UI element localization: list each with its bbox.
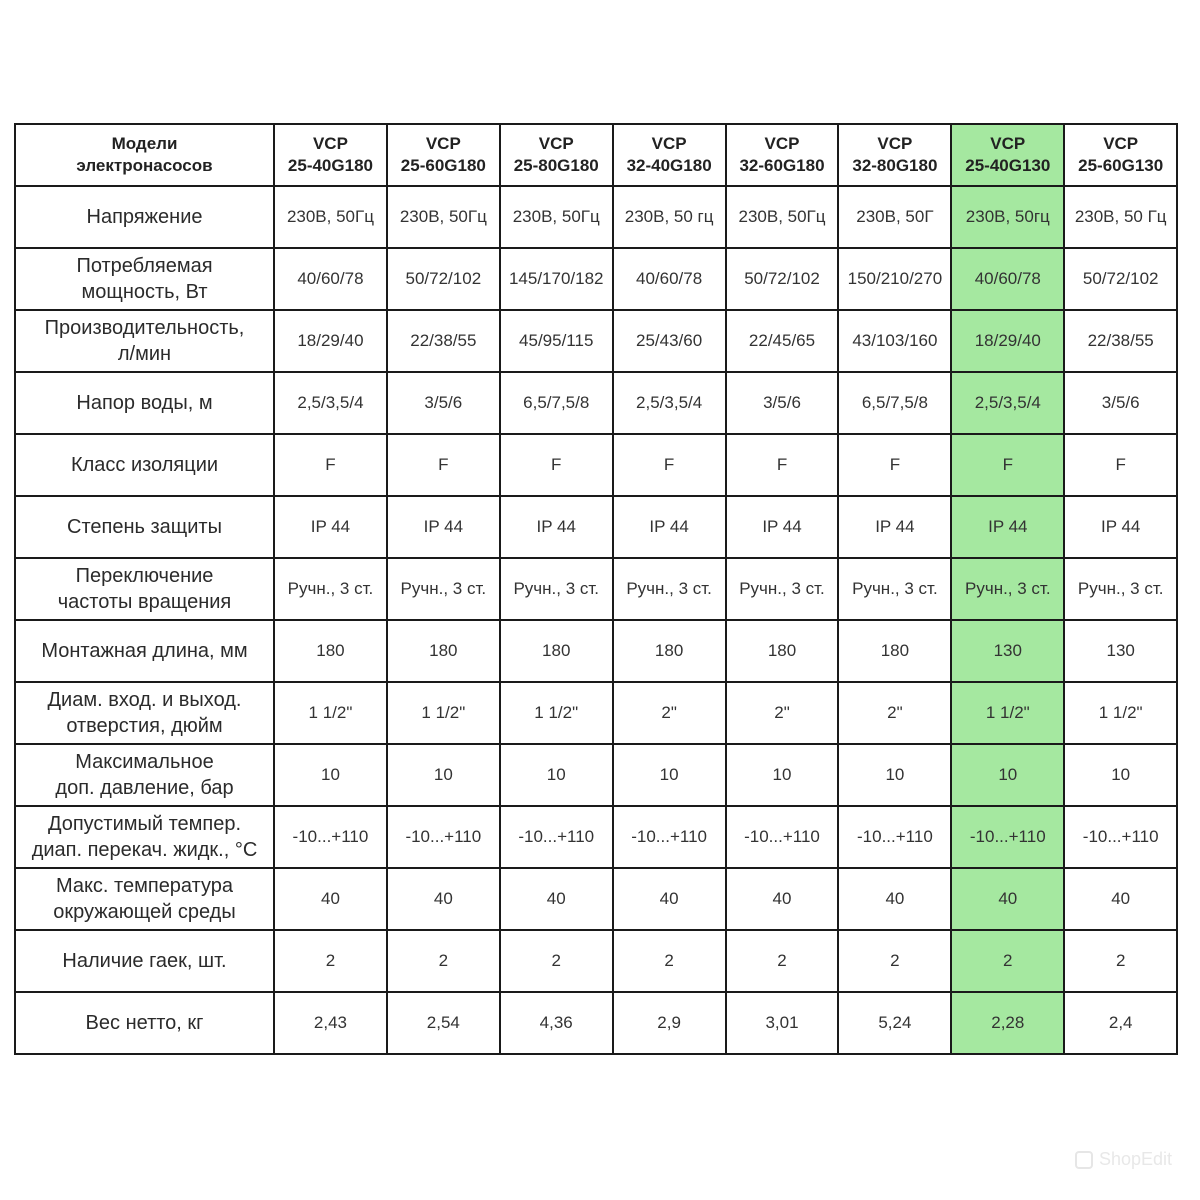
value-cell: 2,4 <box>1064 992 1177 1054</box>
value-cell: F <box>838 434 951 496</box>
header-row <box>15 124 1177 186</box>
table-body <box>15 186 1177 1054</box>
parameter-label <box>15 868 274 930</box>
value-cell: 50/72/102 <box>387 248 500 310</box>
value-cell: -10...+110 <box>1064 806 1177 868</box>
value-cell: 180 <box>500 620 613 682</box>
value-cell: 40/60/78 <box>613 248 726 310</box>
value-cell: 40/60/78 <box>274 248 387 310</box>
value-cell: 145/170/182 <box>500 248 613 310</box>
parameter-label <box>15 434 274 496</box>
value-cell: 10 <box>951 744 1064 806</box>
table-row <box>15 806 1177 868</box>
value-cell: 2" <box>726 682 839 744</box>
parameter-label <box>15 992 274 1054</box>
value-cell: 18/29/40 <box>274 310 387 372</box>
value-cell: -10...+110 <box>726 806 839 868</box>
model-name: VCP 25-80G180 <box>513 134 599 175</box>
parameter-text: Переключение частоты вращения <box>57 565 232 613</box>
model-name: VCP 32-60G180 <box>739 134 825 175</box>
table-row <box>15 682 1177 744</box>
value-cell: IP 44 <box>387 496 500 558</box>
value-cell: 180 <box>387 620 500 682</box>
value-cell: 50/72/102 <box>726 248 839 310</box>
value-cell: Ручн., 3 ст. <box>1064 558 1177 620</box>
value-cell: 10 <box>387 744 500 806</box>
value-cell: 3/5/6 <box>387 372 500 434</box>
value-cell: IP 44 <box>726 496 839 558</box>
parameter-text: Напор воды, м <box>76 392 213 414</box>
header-label: Модели электронасосов <box>76 134 213 175</box>
value-cell: 2 <box>951 930 1064 992</box>
value-cell: IP 44 <box>838 496 951 558</box>
value-cell: 5,24 <box>838 992 951 1054</box>
parameter-label <box>15 248 274 310</box>
value-cell: F <box>274 434 387 496</box>
parameter-text: Диам. вход. и выход. отверстия, дюйм <box>47 689 242 737</box>
parameter-text: Монтажная длина, мм <box>41 640 248 662</box>
parameter-label <box>15 558 274 620</box>
value-cell: -10...+110 <box>500 806 613 868</box>
value-cell: 2,5/3,5/4 <box>274 372 387 434</box>
value-cell: 2 <box>387 930 500 992</box>
header-label-cell <box>15 124 274 186</box>
parameter-text: Допустимый темпер. диап. перекач. жидк., °C <box>31 813 258 861</box>
value-cell: 230В, 50 Гц <box>1064 186 1177 248</box>
value-cell: 180 <box>726 620 839 682</box>
value-cell: Ручн., 3 ст. <box>500 558 613 620</box>
value-cell: 4,36 <box>500 992 613 1054</box>
value-cell: 2,5/3,5/4 <box>951 372 1064 434</box>
parameter-text: Производительность, л/мин <box>44 317 245 365</box>
value-cell: 130 <box>1064 620 1177 682</box>
value-cell: -10...+110 <box>274 806 387 868</box>
value-cell: 40 <box>274 868 387 930</box>
specifications-table <box>14 123 1178 1055</box>
model-header-cell <box>1064 124 1177 186</box>
value-cell: 2" <box>838 682 951 744</box>
value-cell: F <box>951 434 1064 496</box>
model-name: VCP 32-40G180 <box>626 134 712 175</box>
value-cell: 22/38/55 <box>387 310 500 372</box>
value-cell: 2 <box>500 930 613 992</box>
value-cell: 2,43 <box>274 992 387 1054</box>
model-header-cell <box>951 124 1064 186</box>
model-name: VCP 25-60G180 <box>400 134 486 175</box>
value-cell: 2" <box>613 682 726 744</box>
value-cell: F <box>500 434 613 496</box>
value-cell: 180 <box>274 620 387 682</box>
value-cell: 22/45/65 <box>726 310 839 372</box>
parameter-text: Класс изоляции <box>70 454 219 476</box>
value-cell: 10 <box>613 744 726 806</box>
value-cell: Ручн., 3 ст. <box>274 558 387 620</box>
value-cell: 40 <box>613 868 726 930</box>
value-cell: 230В, 50Гц <box>274 186 387 248</box>
value-cell: 40 <box>500 868 613 930</box>
value-cell: 22/38/55 <box>1064 310 1177 372</box>
watermark <box>1075 1149 1172 1170</box>
value-cell: 6,5/7,5/8 <box>500 372 613 434</box>
value-cell: 2 <box>838 930 951 992</box>
table-row <box>15 744 1177 806</box>
value-cell: 40 <box>1064 868 1177 930</box>
value-cell: 10 <box>500 744 613 806</box>
model-name: VCP 25-60G130 <box>1078 134 1164 175</box>
table-row <box>15 992 1177 1054</box>
value-cell: 45/95/115 <box>500 310 613 372</box>
table-row <box>15 930 1177 992</box>
parameter-label <box>15 620 274 682</box>
value-cell: Ручн., 3 ст. <box>387 558 500 620</box>
value-cell: 40 <box>387 868 500 930</box>
value-cell: 180 <box>613 620 726 682</box>
model-header-cell <box>726 124 839 186</box>
value-cell: 18/29/40 <box>951 310 1064 372</box>
value-cell: -10...+110 <box>613 806 726 868</box>
value-cell: -10...+110 <box>838 806 951 868</box>
model-header-cell <box>500 124 613 186</box>
value-cell: 2 <box>613 930 726 992</box>
table-row <box>15 868 1177 930</box>
parameter-text: Макс. температура окружающей среды <box>53 875 236 923</box>
value-cell: 1 1/2" <box>274 682 387 744</box>
parameter-text: Вес нетто, кг <box>85 1012 204 1034</box>
model-name: VCP 25-40G130 <box>965 134 1051 175</box>
value-cell: 2 <box>726 930 839 992</box>
value-cell: 3/5/6 <box>1064 372 1177 434</box>
value-cell: 50/72/102 <box>1064 248 1177 310</box>
value-cell: IP 44 <box>613 496 726 558</box>
value-cell: 230В, 50 гц <box>613 186 726 248</box>
value-cell: 3/5/6 <box>726 372 839 434</box>
value-cell: 25/43/60 <box>613 310 726 372</box>
table-row <box>15 310 1177 372</box>
value-cell: -10...+110 <box>387 806 500 868</box>
parameter-label <box>15 930 274 992</box>
value-cell: 6,5/7,5/8 <box>838 372 951 434</box>
value-cell: Ручн., 3 ст. <box>951 558 1064 620</box>
value-cell: 2,54 <box>387 992 500 1054</box>
value-cell: Ручн., 3 ст. <box>613 558 726 620</box>
table-row <box>15 372 1177 434</box>
parameter-text: Степень защиты <box>67 516 222 538</box>
value-cell: 43/103/160 <box>838 310 951 372</box>
value-cell: 2 <box>274 930 387 992</box>
value-cell: 2,9 <box>613 992 726 1054</box>
parameter-label <box>15 372 274 434</box>
value-cell: 40 <box>726 868 839 930</box>
model-header-cell <box>613 124 726 186</box>
parameter-text: Потребляемая мощность, Вт <box>76 255 213 303</box>
value-cell: IP 44 <box>1064 496 1177 558</box>
model-name: VCP 25-40G180 <box>287 134 373 175</box>
value-cell: 1 1/2" <box>387 682 500 744</box>
model-name: VCP 32-80G180 <box>852 134 938 175</box>
table-row <box>15 558 1177 620</box>
value-cell: 10 <box>274 744 387 806</box>
value-cell: F <box>726 434 839 496</box>
value-cell: IP 44 <box>274 496 387 558</box>
value-cell: 10 <box>1064 744 1177 806</box>
value-cell: IP 44 <box>951 496 1064 558</box>
value-cell: 1 1/2" <box>500 682 613 744</box>
value-cell: Ручн., 3 ст. <box>726 558 839 620</box>
value-cell: 10 <box>726 744 839 806</box>
parameter-label <box>15 186 274 248</box>
parameter-text: Наличие гаек, шт. <box>62 950 227 972</box>
value-cell: IP 44 <box>500 496 613 558</box>
value-cell: 40 <box>951 868 1064 930</box>
value-cell: 230В, 50гц <box>951 186 1064 248</box>
value-cell: 1 1/2" <box>1064 682 1177 744</box>
model-header-cell <box>274 124 387 186</box>
value-cell: 230В, 50Гц <box>500 186 613 248</box>
value-cell: -10...+110 <box>951 806 1064 868</box>
value-cell: 130 <box>951 620 1064 682</box>
parameter-label <box>15 310 274 372</box>
value-cell: F <box>387 434 500 496</box>
watermark-logo-icon <box>1075 1151 1093 1169</box>
value-cell: 1 1/2" <box>951 682 1064 744</box>
parameter-text: Напряжение <box>86 206 203 228</box>
value-cell: Ручн., 3 ст. <box>838 558 951 620</box>
value-cell: F <box>1064 434 1177 496</box>
value-cell: 2,5/3,5/4 <box>613 372 726 434</box>
value-cell: 230В, 50Г <box>838 186 951 248</box>
table-row <box>15 248 1177 310</box>
value-cell: 2,28 <box>951 992 1064 1054</box>
table-row <box>15 186 1177 248</box>
table-row <box>15 620 1177 682</box>
parameter-label <box>15 806 274 868</box>
value-cell: 3,01 <box>726 992 839 1054</box>
value-cell: F <box>613 434 726 496</box>
value-cell: 40/60/78 <box>951 248 1064 310</box>
parameter-text: Максимальное доп. давление, бар <box>55 751 234 799</box>
value-cell: 10 <box>838 744 951 806</box>
model-header-cell <box>838 124 951 186</box>
value-cell: 180 <box>838 620 951 682</box>
value-cell: 150/210/270 <box>838 248 951 310</box>
model-header-cell <box>387 124 500 186</box>
parameter-label <box>15 744 274 806</box>
value-cell: 40 <box>838 868 951 930</box>
value-cell: 230В, 50Гц <box>726 186 839 248</box>
table-row <box>15 434 1177 496</box>
parameter-label <box>15 496 274 558</box>
watermark-text: ShopEdit <box>1098 1149 1172 1169</box>
value-cell: 230В, 50Гц <box>387 186 500 248</box>
table-row <box>15 496 1177 558</box>
parameter-label <box>15 682 274 744</box>
value-cell: 2 <box>1064 930 1177 992</box>
